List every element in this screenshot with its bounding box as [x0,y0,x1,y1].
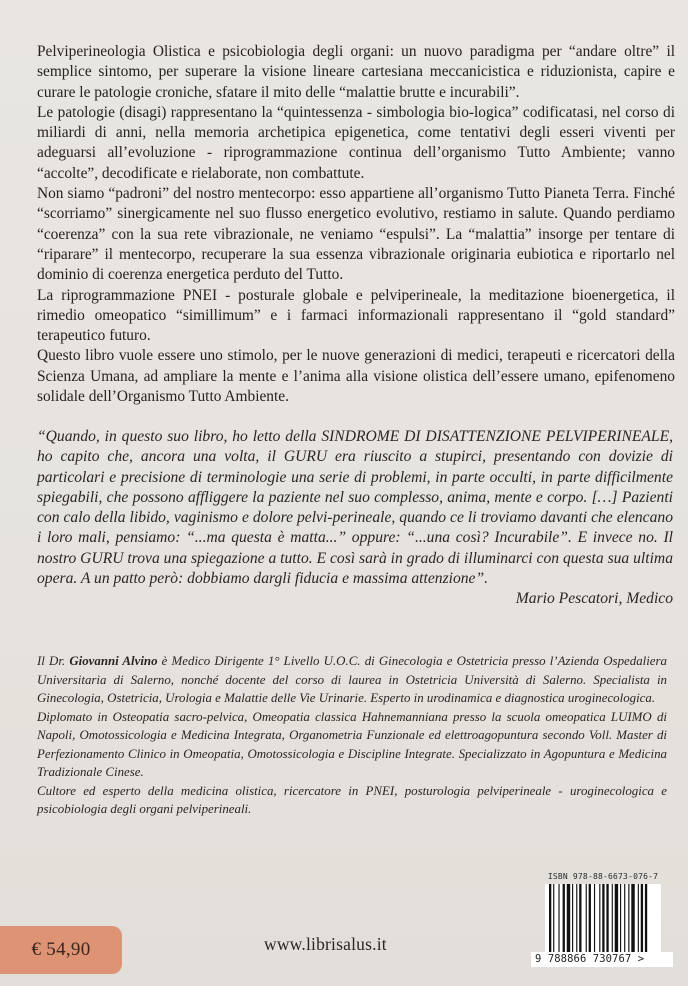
quote-text: “Quando, in questo suo libro, ho letto della SINDROME DI DISATTENZIONE PELVIPERINEALE, ho capito che, ancora una volta, il GURU era riuscito a stupirci, presentando con dovizie di particolari e precisione di terminologie una serie di problemi, in parte occulti, in parte difficilmente spiegabili, che possono affliggere la paziente nel suo complesso, anima, mente e corpo. […] Pazienti con calo della libido, vaginismo e dolore pelvi-perineale, quando ce li troviamo davanti che elencano i loro mali, pensiamo: “...ma questa è matta...” oppure: “...una così? Incurabile”. E invece no. Il nostro GURU trova una spiegazione a tutto. E così sarà in grado di illuminarci con questa sua ultima opera. A un patto però: dobbiamo dargli fiducia e massima attenzione”. [37,428,673,588]
isbn-barcode [531,872,673,972]
bio-paragraph-1 [37,652,667,708]
barcode-bars [545,884,661,956]
quote-author: Mario Pescatori, Medico [515,590,673,608]
testimonial-quote [37,427,673,610]
bio-prefix: Il Dr. [37,654,70,668]
isbn-label: ISBN 978-88-6673-076-7 [547,872,659,881]
author-bio [37,652,667,819]
intro-paragraph-4: La riprogrammazione PNEI - posturale globale e pelviperineale, la meditazione bioenergetica, il rimedio omeopatico “simillimum” e i farmaci informazionali rappresentano il “gold standard” terapeutico futuro. [37,286,675,345]
bio-paragraph-3: Cultore ed esperto della medicina olistica, ricercatore in PNEI, posturologia pelviperineale - uroginecologica e psicobiologia degli organi pelviperineali. [37,783,667,816]
bio-paragraph-1-rest: è Medico Dirigente 1° Livello U.O.C. di Ginecologia e Ostetricia presso l’Azienda Ospedaliera Universitaria di Salerno, nonché docente del corso di laurea in Ostetricia Università di Salerno. Specialista in Ginecologia, Ostetricia, Urologia e Malattie delle Vie Urinarie. Esperto in urodinamica e diagnostica uroginecologica. [37,654,667,705]
bio-paragraph-2: Diplomato in Osteopatia sacro-pelvica, Omeopatia classica Hahnemanniana presso la scuola omeopatica LUIMO di Napoli, Omotossicologia e Medicina Integrata, Organometria Funzionale ed elettroagopuntura secondo Voll. Master di Perfezionamento Clinico in Omeopatia, Omotossicologia e Discipline Integrate. Specializzato in Agopuntura e Medicina Tradizionale Cinese. [37,709,667,779]
price-badge [0,926,122,974]
author-name: Giovanni Alvino [69,654,158,668]
intro-text [37,42,675,407]
price-label: € 54,90 [31,939,91,960]
publisher-website[interactable]: www.librisalus.it [264,934,387,954]
intro-paragraph-5: Questo libro vuole essere uno stimolo, per le nuove generazioni di medici, terapeuti e ricercatori della Scienza Umana, ad ampliare la mente e l’anima alla visione olistica dell’essere umano, epifenomeno solidale dell’Organismo Tutto Ambiente. [37,347,675,406]
intro-paragraph-3: Non siamo “padroni” del nostro mentecorpo: esso appartiene all’organismo Tutto Pianeta Terra. Finché “scorriamo” sinergicamente nel suo flusso energetico evolutivo, restiamo in salute. Quando perdiamo “coerenza” con la sua rete vibrazionale, ne veniamo “espulsi”. La “malattia” insorge per tentare di “riparare” il mentecorpo, recuperare la sua essenza vibrazionale originaria eubiotica e riportarlo nel dominio di coerenza energetica perduto del Tutto. [37,185,675,284]
intro-paragraph-1: Pelviperineologia Olistica e psicobiologia degli organi: un nuovo paradigma per “andare oltre” il semplice sintomo, per superare la visione lineare cartesiana meccanicistica e riduzionista, capire e curare le patologie croniche, sfatare il mito delle “malattie brutte e incurabili”. [37,43,675,101]
barcode-digits: 9 788866 730767 > [531,952,673,967]
intro-paragraph-2: Le patologie (disagi) rappresentano la “quintessenza - simbologia bio-logica” codificatasi, nel corso di miliardi di anni, nella memoria archetipica epigenetica, come tentativi degli esseri viventi per adeguarsi all’evoluzione - riprogrammazione continua dell’organismo Tutto Ambiente; vanno “accolte”, decodificate e rielaborate, non combattute. [37,103,675,182]
